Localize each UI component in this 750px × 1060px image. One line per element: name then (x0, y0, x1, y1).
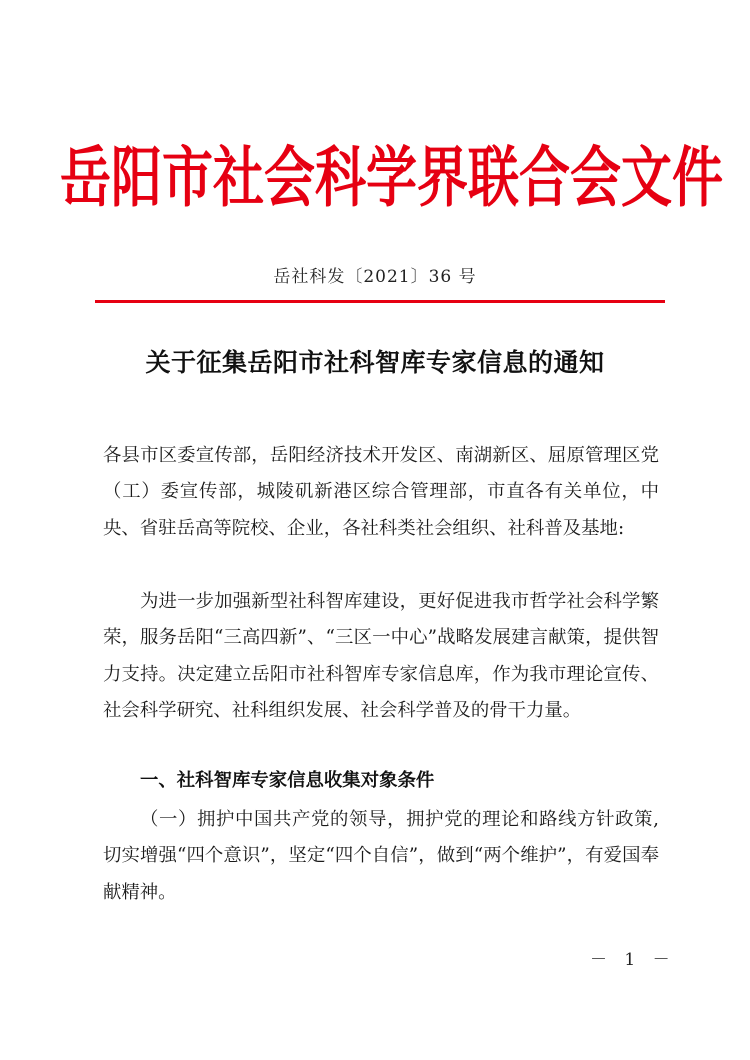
red-separator-rule (95, 300, 665, 303)
masthead-title: 岳阳市社会科学界联合会文件 (60, 139, 724, 217)
body-paragraph-2: （一）拥护中国共产党的领导，拥护党的理论和路线方针政策,切实增强“四个意识”，坚定“四个自信”，做到“两个维护”，有爱国奉献精神。 (103, 809, 659, 903)
document-title: 关于征集岳阳市社科智库专家信息的通知 (145, 348, 605, 377)
page-number: － 1 － (590, 950, 676, 970)
section-heading-1: 一、社科智库专家信息收集对象条件 (140, 770, 435, 791)
addressee-paragraph: 各县市区委宣传部，岳阳经济技术开发区、南湖新区、屈原管理区党（工）委宣传部，城陵矶新港区综合管理部，市直各有关单位，中央、省驻岳高等院校、企业，各社科类社会组织、社科普及基地: (103, 445, 659, 539)
body-paragraph-1: 为进一步加强新型社科智库建设，更好促进我市哲学社会科学繁荣，服务岳阳“三高四新”、“三区一中心”战略发展建言献策，提供智力支持。决定建立岳阳市社科智库专家信息库，作为我市理论宣传、社会科学研究、社科组织发展、社会科学普及的骨干力量。 (103, 591, 659, 722)
document-number: 岳社科发〔2021〕36 号 (273, 267, 477, 287)
